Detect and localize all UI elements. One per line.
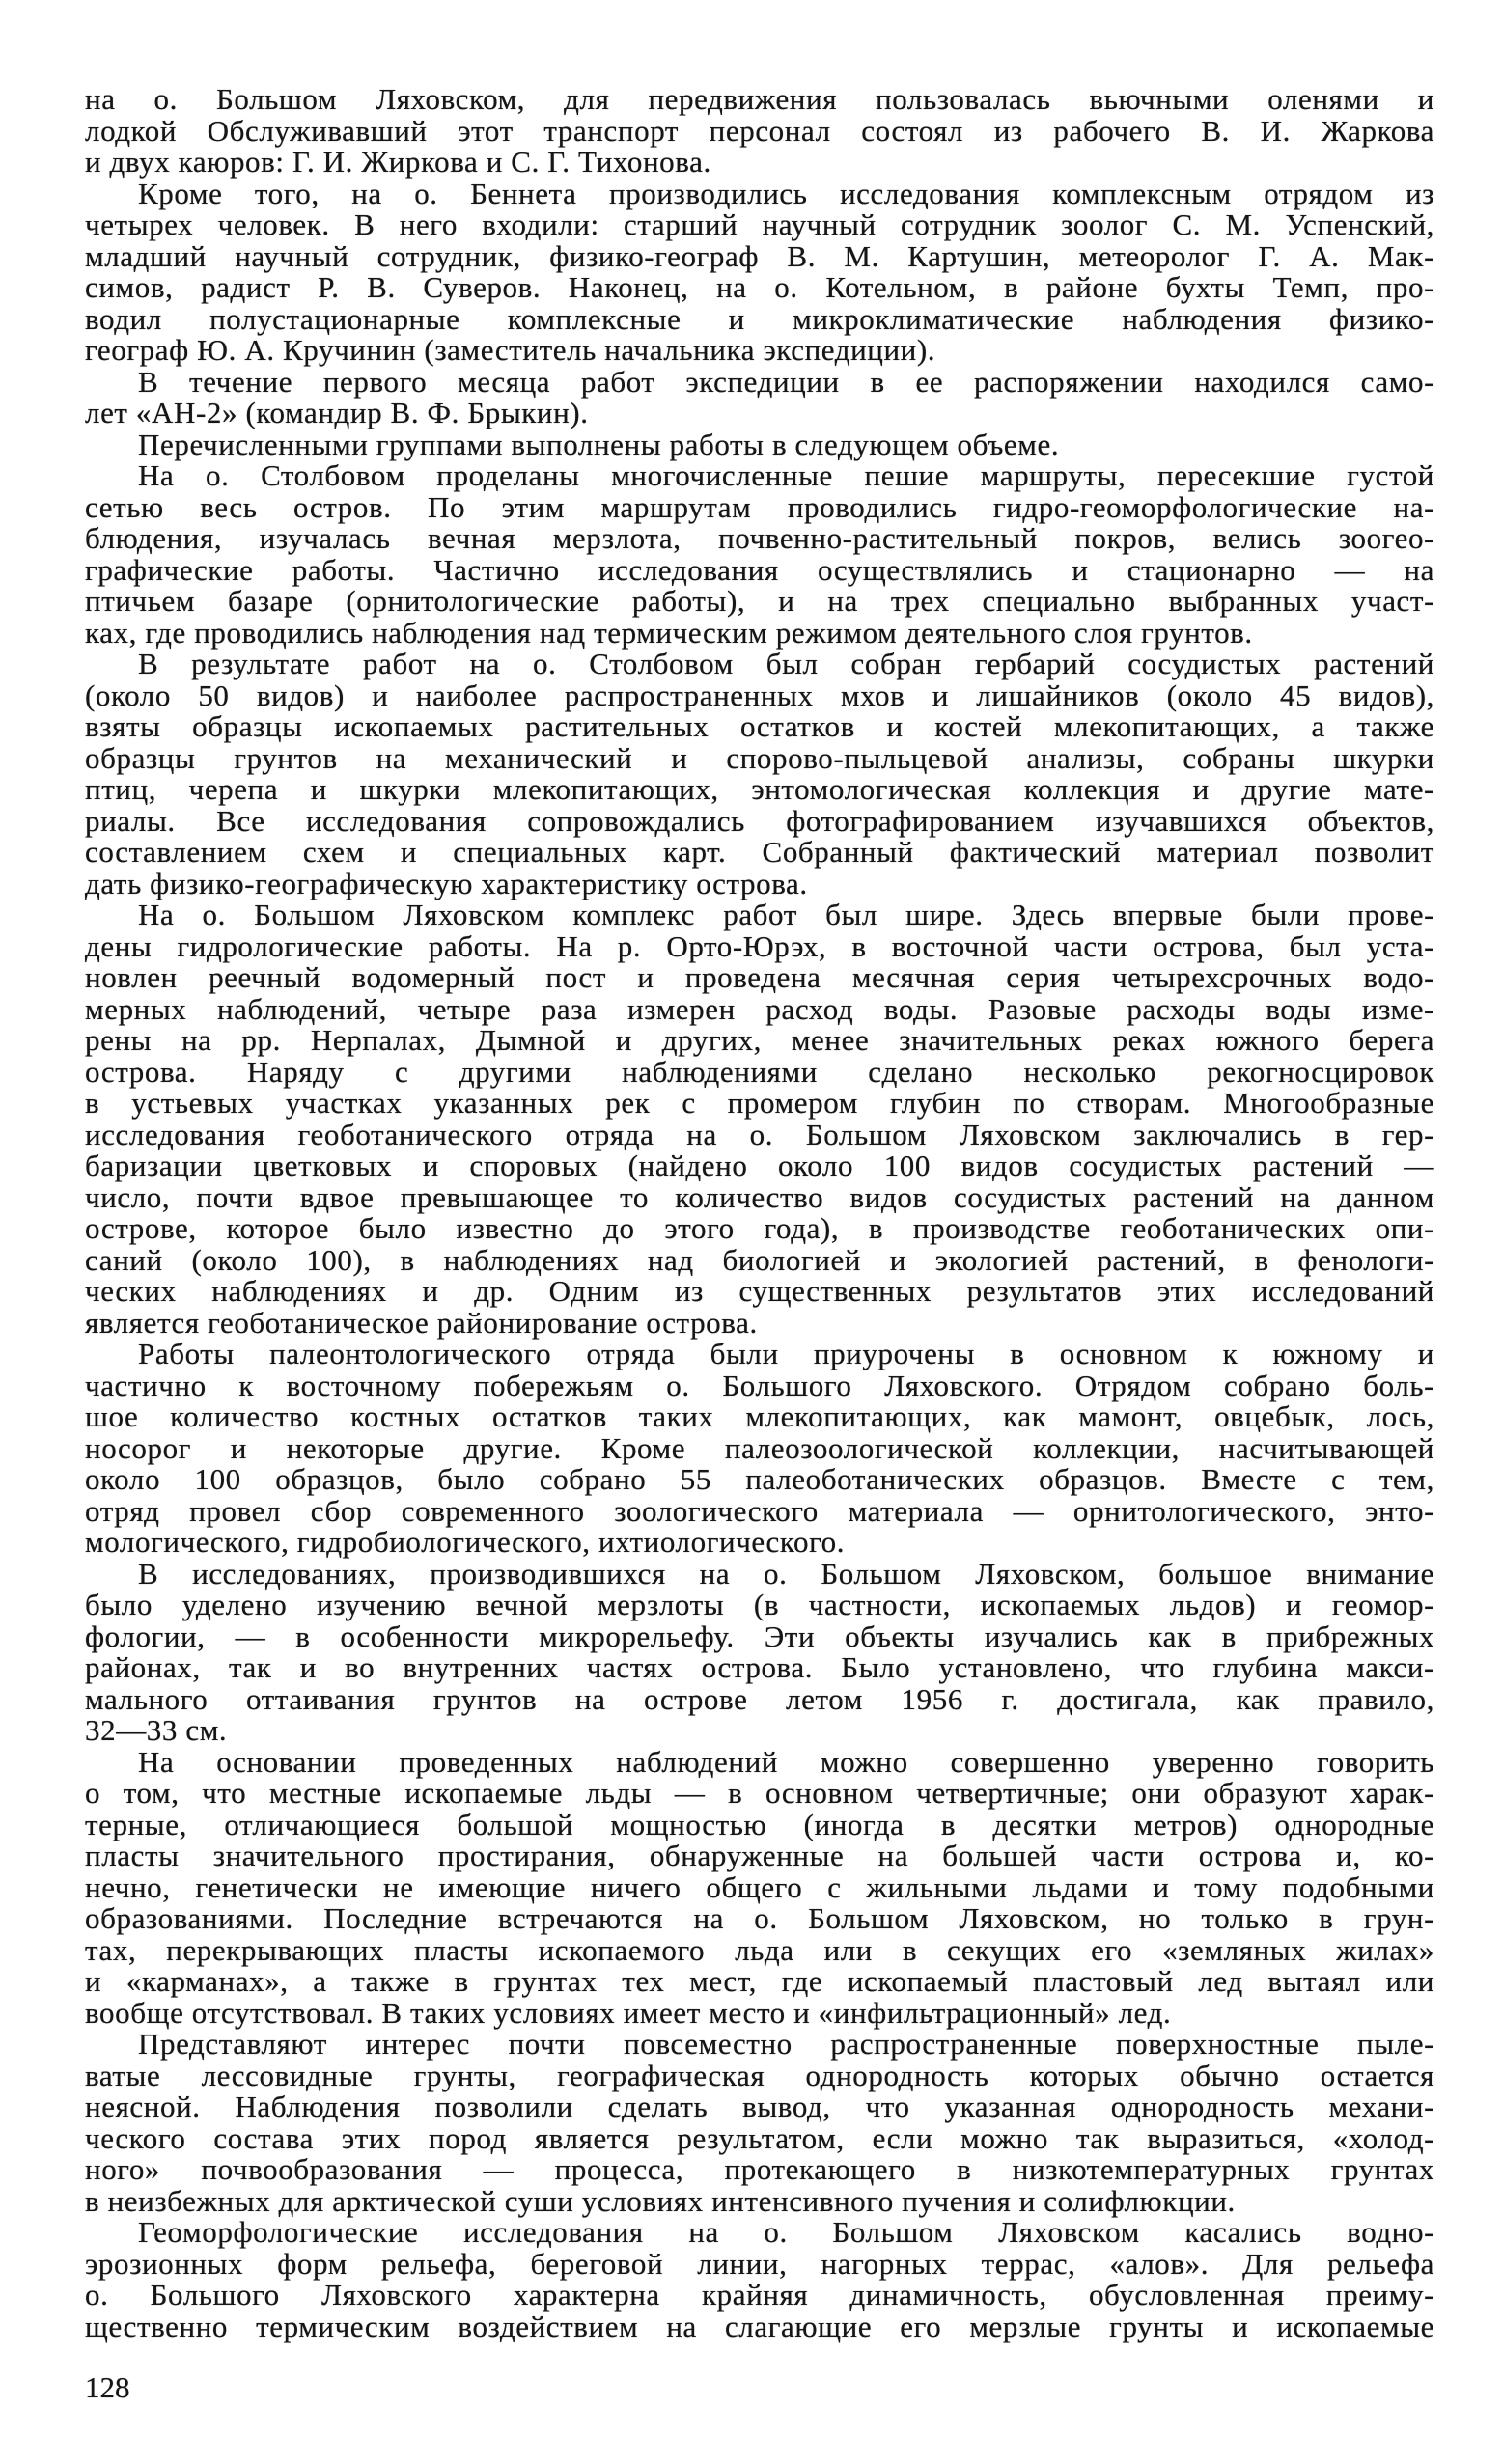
text-line: мерных наблюдений, четыре раза измерен расход воды. Разовые расходы воды изме- xyxy=(85,991,1434,1026)
text-line: ватые лессовидные грунты, географическая однородность которых обычно остается xyxy=(85,2058,1434,2092)
text-line: На о. Большом Ляховском комплекс работ был шире. Здесь впервые были прове- xyxy=(138,898,1434,931)
paragraph xyxy=(85,649,1434,900)
text-line: пласты значительного простирания, обнаруженные на большей части острова и, ко- xyxy=(85,1839,1434,1872)
text-line: Перечисленными группами выполнены работы в следующем объеме. xyxy=(138,427,1060,461)
page-body-text xyxy=(85,84,1434,2342)
text-line: ческих наблюдениях и др. Одним из существенных результатов этих исследований xyxy=(85,1274,1434,1308)
text-line: На основании проведенных наблюдений можно совершенно уверенно говорить xyxy=(138,1744,1434,1779)
paragraph xyxy=(85,1556,1434,1747)
text-line: водил полустационарные комплексные и микроклиматические наблюдения физико- xyxy=(85,301,1434,336)
text-line: ческого состава этих пород является результатом, если можно так выразиться, «холод- xyxy=(85,2120,1434,2155)
text-line: и двух каюров: Г. И. Жиркова и С. Г. Тихонова. xyxy=(85,145,711,179)
paragraph xyxy=(85,1744,1434,2030)
text-line: Геоморфологические исследования на о. Большом Ляховском касались водно- xyxy=(138,2215,1434,2249)
text-line: взяты образцы ископаемых растительных остатков и костей млекопитающих, а также xyxy=(85,709,1434,743)
text-line: Работы палеонтологического отряда были приурочены в основном к южному и xyxy=(138,1337,1434,1370)
text-line: образцы грунтов на механический и спорово-пыльцевой анализы, собраны шкурки xyxy=(85,740,1434,775)
text-line: лет «АН-2» (командир В. Ф. Брыкин). xyxy=(85,396,589,429)
paragraph xyxy=(85,176,1434,367)
paragraph xyxy=(85,2217,1434,2342)
text-line: ках, где проводились наблюдения над термическим режимом деятельного слоя грунтов. xyxy=(85,615,1253,650)
text-line: младший научный сотрудник, физико-географ В. М. Картушин, метеоролог Г. А. Мак- xyxy=(85,238,1434,273)
text-line: новлен реечный водомерный пост и проведена месячная серия четырехсрочных водо- xyxy=(85,960,1434,994)
text-line: дать физико-географическую характеристику острова. xyxy=(85,866,808,900)
paragraph xyxy=(85,2029,1434,2217)
text-line: исследования геоботанического отряда на о. Большом Ляховском заключались в гер- xyxy=(85,1117,1434,1151)
text-line: является геоботаническое районирование острова. xyxy=(85,1305,758,1340)
paragraph xyxy=(85,900,1434,1339)
text-line: районах, так и во внутренних частях острова. Было установлено, что глубина макси- xyxy=(85,1650,1434,1684)
text-line: число, почти вдвое превышающее то количество видов сосудистых растений на данном xyxy=(85,1179,1434,1214)
text-line: симов, радист Р. В. Суверов. Наконец, на о. Котельном, в районе бухты Темп, про- xyxy=(85,270,1434,304)
text-line: в устьевых участках указанных рек с промером глубин по створам. Многообразные xyxy=(85,1086,1434,1120)
text-line: птиц, черепа и шкурки млекопитающих, энтомологическая коллекция и другие мате- xyxy=(85,772,1434,806)
text-line: в неизбежных для арктической суши условиях интенсивного пучения и солифлюкции. xyxy=(85,2183,1236,2218)
text-line: мального оттаивания грунтов на острове летом 1956 г. достигала, как правило, xyxy=(85,1681,1434,1716)
text-line: терные, отличающиеся большой мощностью (иногда в десятки метров) однородные xyxy=(85,1807,1434,1841)
text-line: тах, перекрывающих пласты ископаемого льда или в секущих его «земляных жилах» xyxy=(85,1932,1434,1967)
text-line: составлением схем и специальных карт. Собранный фактический материал позволит xyxy=(85,835,1434,869)
text-line: 32—33 см. xyxy=(85,1713,228,1747)
text-line: ного» почвообразования — процесса, протекающего в низкотемпературных грунтах xyxy=(85,2152,1434,2186)
text-line: Представляют интерес почти повсеместно распространенные поверхностные пыле- xyxy=(138,2027,1434,2061)
text-line: На о. Столбовом проделаны многочисленные пешие маршруты, пересекшие густой xyxy=(138,458,1434,492)
text-line: четырех человек. В него входили: старший научный сотрудник зоолог С. М. Успенский, xyxy=(85,208,1434,241)
paragraph xyxy=(85,84,1434,179)
text-line: частично к восточному побережьям о. Большого Ляховского. Отрядом собрано боль- xyxy=(85,1368,1434,1402)
text-line: о. Большого Ляховского характерна крайняя динамичность, обусловленная преиму- xyxy=(85,2278,1434,2312)
text-line: мологического, гидробиологического, ихтиологического. xyxy=(85,1525,846,1559)
paragraph xyxy=(85,429,1434,461)
text-line: около 100 образцов, было собрано 55 палеоботанических образцов. Вместе с тем, xyxy=(85,1462,1434,1496)
paragraph xyxy=(85,364,1434,429)
text-line: вообще отсутствовал. В таких условиях имеет место и «инфильтрационный» лед. xyxy=(85,1995,1172,2030)
text-line: и «карманах», а также в грунтах тех мест, где ископаемый пластовый лед вытаял или xyxy=(85,1964,1434,1998)
text-line: о том, что местные ископаемые льды — в основном четвертичные; они образуют харак- xyxy=(85,1776,1434,1810)
text-line: неясной. Наблюдения позволили сделать вывод, что указанная однородность механи- xyxy=(85,2090,1434,2123)
text-line: дены гидрологические работы. На р. Орто-Юрэх, в восточной части острова, был уста- xyxy=(85,928,1434,963)
text-line: В результате работ на о. Столбовом был собран гербарий сосудистых растений xyxy=(138,647,1434,680)
text-line: щественно термическим воздействием на слагающие его мерзлые грунты и ископаемые xyxy=(85,2309,1434,2343)
text-line: саний (около 100), в наблюдениях над биологией и экологией растений, в фенологи- xyxy=(85,1242,1434,1277)
text-line: Кроме того, на о. Беннета производились исследования комплексным отрядом из xyxy=(138,176,1434,210)
text-line: образованиями. Последние встречаются на о. Большом Ляховском, но только в грун- xyxy=(85,1901,1434,1935)
text-line: на о. Большом Ляховском, для передвижения пользовалась вьючными оленями и xyxy=(85,82,1434,116)
text-line: рены на рр. Нерпалах, Дымной и других, менее значительных реках южного берега xyxy=(85,1023,1434,1057)
text-line: нечно, генетически не имеющие ничего общего с жильными льдами и тому подобными xyxy=(85,1869,1434,1904)
text-line: лодкой Обслуживавший этот транспорт персонал состоял из рабочего В. И. Жаркова xyxy=(85,113,1434,148)
text-line: баризации цветковых и споровых (найдено около 100 видов сосудистых растений — xyxy=(85,1149,1434,1182)
text-line: графические работы. Частично исследования осуществлялись и стационарно — на xyxy=(85,552,1434,587)
text-line: острове, которое было известно до этого года), в производстве геоботанических опи- xyxy=(85,1211,1434,1245)
text-line: птичьем базаре (орнитологические работы), и на трех специально выбранных участ- xyxy=(85,584,1434,618)
text-line: риалы. Все исследования сопровождались фотографированием изучавшихся объектов, xyxy=(85,803,1434,838)
text-line: острова. Наряду с другими наблюдениями сделано несколько рекогносцировок xyxy=(85,1054,1434,1089)
text-line: носорог и некоторые другие. Кроме палеозоологической коллекции, насчитывающей xyxy=(85,1430,1434,1465)
text-line: эрозионных форм рельефа, береговой линии, нагорных террас, «алов». Для рельефа xyxy=(85,2246,1434,2281)
text-line: В течение первого месяца работ экспедиции в ее распоряжении находился само- xyxy=(138,364,1434,399)
text-line: географ Ю. А. Кручинин (заместитель начальника экспедиции). xyxy=(85,333,936,367)
text-line: В исследованиях, производившихся на о. Большом Ляховском, большое внимание xyxy=(138,1556,1434,1591)
paragraph xyxy=(85,460,1434,649)
text-line: отряд провел сбор современного зоологического материала — орнитологического, энто- xyxy=(85,1493,1434,1528)
text-line: фологии, — в особенности микрорельефу. Эти объекты изучались как в прибрежных xyxy=(85,1619,1434,1653)
paragraph xyxy=(85,1339,1434,1559)
text-line: (около 50 видов) и наиболее распространенных мхов и лишайников (около 45 видов), xyxy=(85,678,1434,712)
text-line: было уделено изучению вечной мерзлоты (в частности, ископаемых льдов) и геомор- xyxy=(85,1588,1434,1621)
text-line: сетью весь остров. По этим маршрутам проводились гидро-геоморфологические на- xyxy=(85,489,1434,524)
page-number: 128 xyxy=(85,2370,130,2404)
text-line: блюдения, изучалась вечная мерзлота, почвенно-растительный покров, велись зоогео- xyxy=(85,521,1434,555)
text-line: шое количество костных остатков таких млекопитающих, как мамонт, овцебык, лось, xyxy=(85,1399,1434,1433)
